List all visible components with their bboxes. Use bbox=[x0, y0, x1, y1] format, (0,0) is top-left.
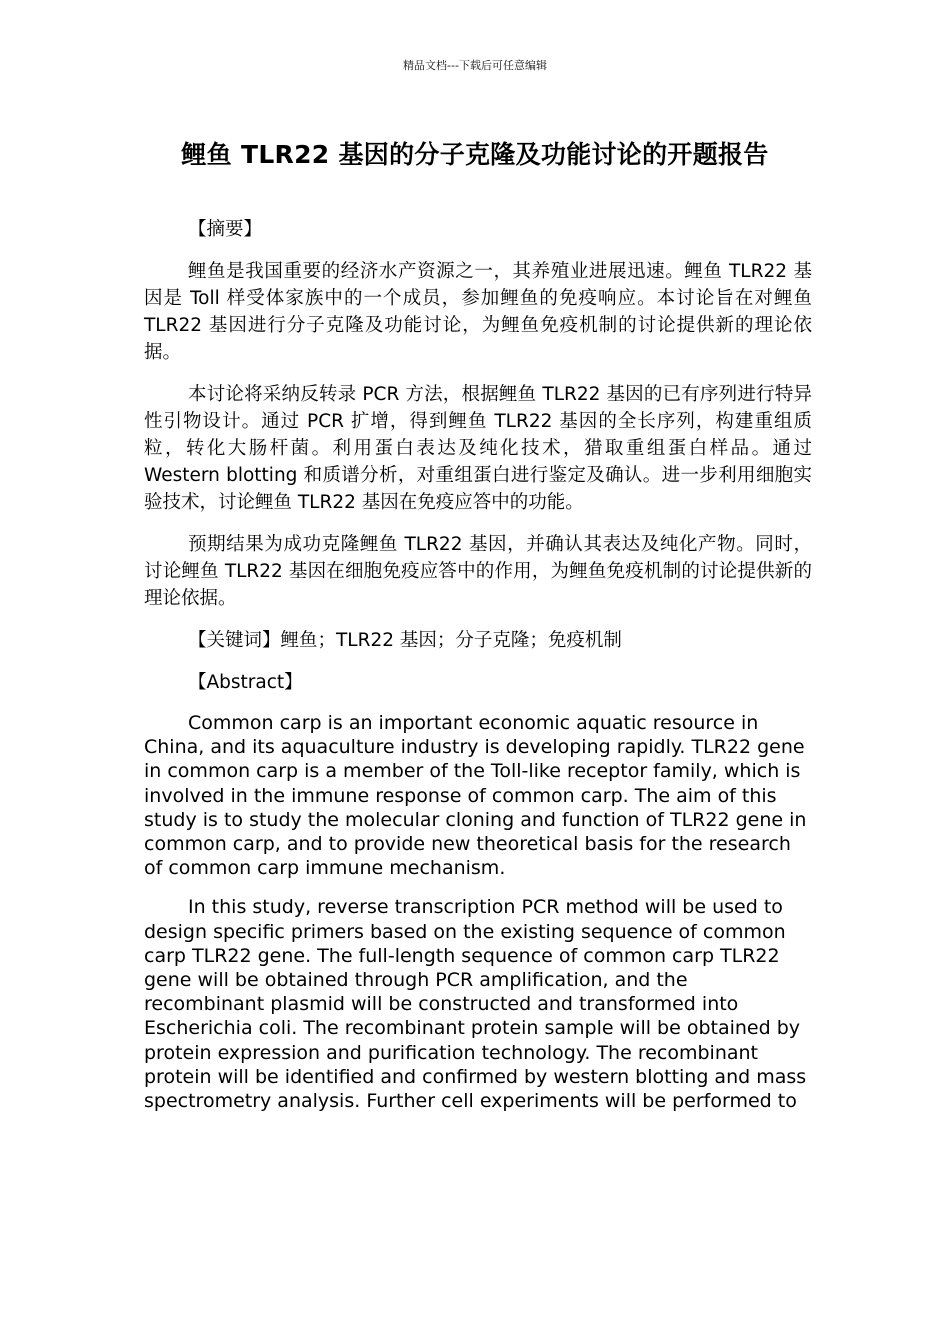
document-title: 鲤鱼 TLR22 基因的分子克隆及功能讨论的开题报告 bbox=[181, 140, 769, 169]
abstract-en-heading: 【Abstract】 bbox=[188, 672, 303, 693]
abstract-en-paragraph-1: Common carp is an important economic aquatic resource in China, and its aquaculture industry is developing rapidly. TLR22 gene in common carp is a member of the Toll-like receptor family, which is involved in the immune response of common carp. The aim of this study is to study the molecular cloning and function of TLR22 gene in common carp, and to provide new theoretical basis for the research of common carp immune mechanism. bbox=[144, 712, 807, 880]
abstract-cn-paragraph-3: 预期结果为成功克隆鲤鱼 TLR22 基因，并确认其表达及纯化产物。同时，讨论鲤鱼 TLR22 基因在细胞免疫应答中的作用，为鲤鱼免疫机制的讨论提供新的理论依据。 bbox=[144, 534, 812, 609]
abstract-cn-paragraph-2: 本讨论将采纳反转录 PCR 方法，根据鲤鱼 TLR22 基因的已有序列进行特异性引物设计。通过 PCR 扩增，得到鲤鱼 TLR22 基因的全长序列，构建重组质粒，转化大肠杆菌。利用蛋白表达及纯化技术，猎取重组蛋白样品。通过 Western blotting 和质谱分析，对重组蛋白进行鉴定及确认。进一步利用细胞实验技术，讨论鲤鱼 TLR22 基因在免疫应答中的功能。 bbox=[144, 384, 812, 513]
abstract-en-paragraph-2: In this study, reverse transcription PCR method will be used to design specific primers based on the existing sequence of common carp TLR22 gene. The full-length sequence of common carp TLR22 gene will be obtained through PCR amplification, and the recombinant plasmid will be constructed and transformed into Escherichia coli. The recombinant protein sample will be obtained by protein expression and purification technology. The recombinant protein will be identified and confirmed by western blotting and mass spectrometry analysis. Further cell experiments will be performed to bbox=[144, 896, 807, 1113]
keywords-line: 【关键词】鲤鱼；TLR22 基因；分子克隆；免疫机制 bbox=[188, 630, 622, 651]
page-header-note: 精品文档---下载后可任意编辑 bbox=[403, 59, 547, 72]
abstract-cn-heading: 【摘要】 bbox=[188, 219, 263, 240]
document-body bbox=[144, 216, 812, 1128]
abstract-cn-paragraph-1: 鲤鱼是我国重要的经济水产资源之一，其养殖业进展迅速。鲤鱼 TLR22 基因是 Toll 样受体家族中的一个成员，参加鲤鱼的免疫响应。本讨论旨在对鲤鱼 TLR22 基因进行分子克隆及功能讨论，为鲤鱼免疫机制的讨论提供新的理论依据。 bbox=[144, 261, 812, 363]
